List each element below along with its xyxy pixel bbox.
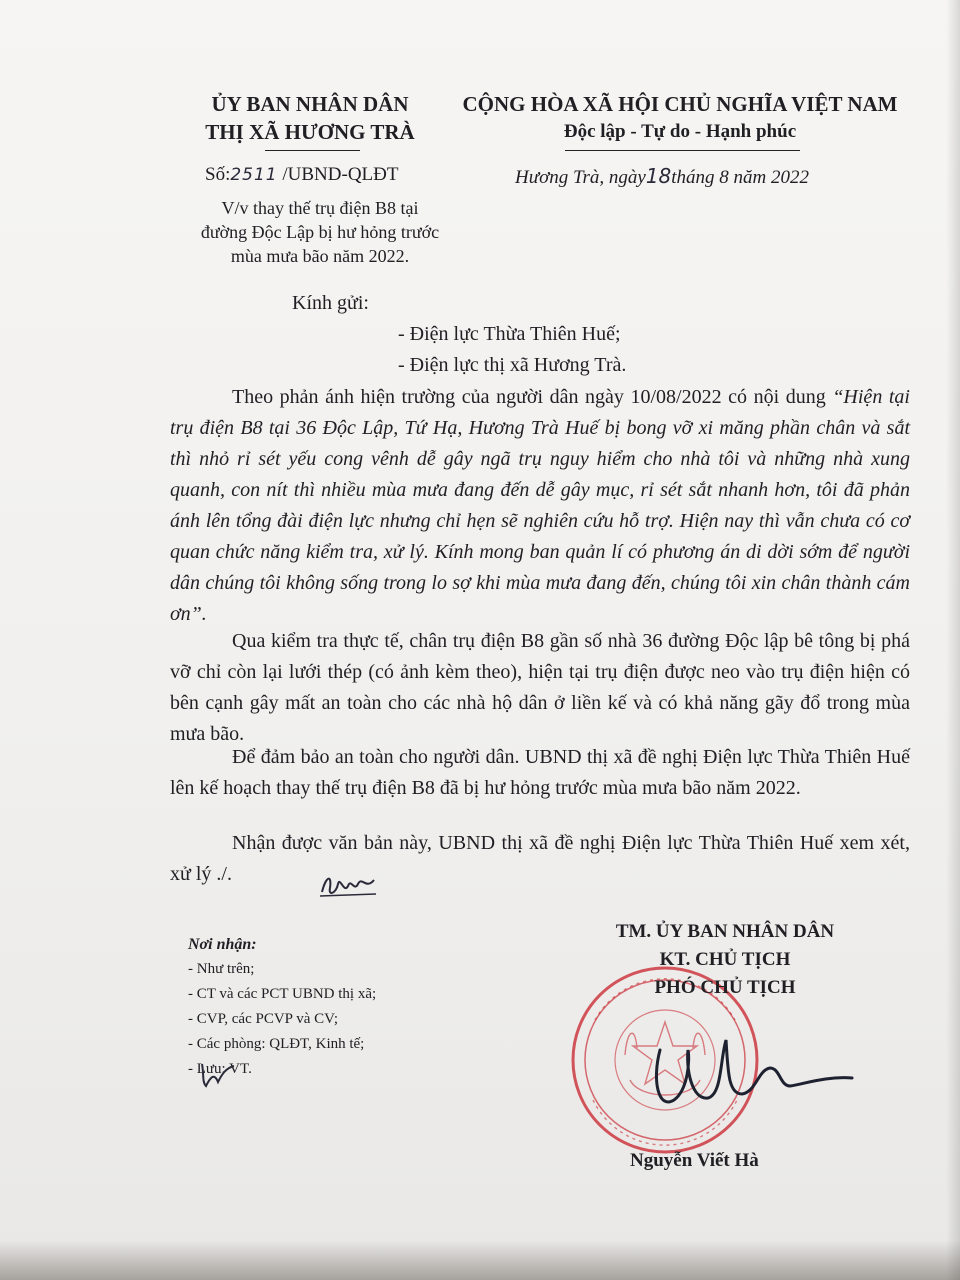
subject-line-1: V/v thay thế trụ điện B8 tại — [221, 198, 419, 218]
nation-motto: Độc lập - Tự do - Hạnh phúc — [563, 121, 797, 142]
agency-line-2: THỊ XÃ HƯƠNG TRÀ — [205, 120, 415, 144]
place-date-prefix: Hương Trà, ngày — [515, 167, 646, 188]
motto-underline — [565, 150, 800, 151]
paragraph-3-text: Để đảm bảo an toàn cho người dân. UBND thị xã đề nghị Điện lực Thừa Thiên Huế lên kế hoạch thay thế trụ điện B8 đã bị hư hỏng trước mùa mưa bão năm 2022. — [170, 746, 910, 799]
signature-block — [570, 918, 880, 1002]
distribution-item: - CT và các PCT UBND thị xã; — [188, 986, 377, 1002]
paragraph-2 — [170, 626, 910, 750]
salutation: Kính gửi: — [292, 292, 369, 314]
recipient-2: - Điện lực thị xã Hương Trà. — [398, 354, 627, 376]
page-edge-shadow — [946, 0, 960, 1280]
nation-line-1: CỘNG HÒA XÃ HỘI CHỦ NGHĨA VIỆT NAM — [462, 92, 898, 116]
paragraph-4 — [170, 828, 910, 890]
signer-name: Nguyễn Viết Hà — [630, 1150, 759, 1171]
photo-bottom-shadow — [0, 1240, 960, 1280]
recipient-1: - Điện lực Thừa Thiên Huế; — [398, 323, 621, 345]
agency-underline — [265, 150, 360, 151]
initials-mark — [318, 866, 380, 902]
paragraph-1-intro: Theo phản ánh hiện trường của người dân ngày 10/08/2022 có nội dung — [232, 386, 826, 408]
place-date — [515, 164, 809, 189]
issuing-agency — [175, 90, 445, 146]
paragraph-3 — [170, 742, 910, 804]
doc-number-suffix: /UBND-QLĐT — [282, 164, 399, 185]
signature-line-1: TM. ỦY BAN NHÂN DÂN — [615, 921, 835, 942]
doc-number-prefix: Số: — [205, 164, 231, 185]
signature-line-3: PHÓ CHỦ TỊCH — [654, 977, 796, 998]
distribution-title: Nơi nhận: — [188, 936, 257, 953]
distribution-item: - Như trên; — [188, 961, 255, 977]
checkmark-scribble — [196, 1058, 240, 1092]
national-heading — [450, 90, 910, 146]
place-date-suffix: tháng 8 năm 2022 — [671, 167, 810, 188]
subject-line-3: mùa mưa bão năm 2022. — [230, 246, 410, 266]
document-subject — [180, 196, 460, 268]
agency-line-1: ỦY BAN NHÂN DÂN — [211, 92, 409, 116]
paragraph-1-quote: “Hiện tại trụ điện B8 tại 36 Độc Lập, Tứ Hạ, Hương Trà Huế bị bong vỡ xi măng phần chân và sắt thì nhỏ rỉ sét yếu cong vênh dễ gây ngã trụ nguy hiểm cho nhà tôi và những nhà xung quanh, con nít thì nhiều mùa mưa đang đến dễ gây mục, rỉ sét sắt nhanh hơn, tôi đã phản ánh lên tổng đài điện lực nhưng chỉ hẹn sẽ nghiên cứu hỗ trợ. Hiện nay thì vẫn chưa có cơ quan chức năng kiểm tra, xử lý. Kính mong ban quản lí có phương án di dời sớm để người dân chúng tôi không sống trong lo sợ khi mùa mưa đang đến, chúng tôi xin chân thành cám ơn”. — [170, 386, 910, 625]
doc-number-handwritten: 2511 — [230, 165, 278, 185]
handwritten-signature — [630, 1020, 860, 1120]
distribution-item: - Các phòng: QLĐT, Kinh tế; — [188, 1036, 365, 1052]
distribution-item: - CVP, các PCVP và CV; — [188, 1011, 338, 1027]
subject-line-2: đường Độc Lập bị hư hỏng trước — [200, 222, 440, 242]
paragraph-1 — [170, 382, 910, 630]
paragraph-4-text: Nhận được văn bản này, UBND thị xã đề nghị Điện lực Thừa Thiên Huế xem xét, xử lý ./. — [170, 832, 910, 885]
document-number — [205, 164, 398, 186]
signature-line-2: KT. CHỦ TỊCH — [659, 949, 791, 970]
distribution-item: - Lưu: VT. — [188, 1061, 252, 1077]
day-handwritten: 18 — [645, 164, 672, 188]
paragraph-2-text: Qua kiểm tra thực tế, chân trụ điện B8 gần số nhà 36 đường Độc lập bê tông bị phá vỡ chỉ còn lại lưới thép (có ảnh kèm theo), hiện tại trụ điện được neo vào trụ điện hiện có bên cạnh gây mất an toàn cho các nhà hộ dân ở liền kế và có khả năng gãy đổ trong mùa mưa bão. — [170, 630, 910, 745]
